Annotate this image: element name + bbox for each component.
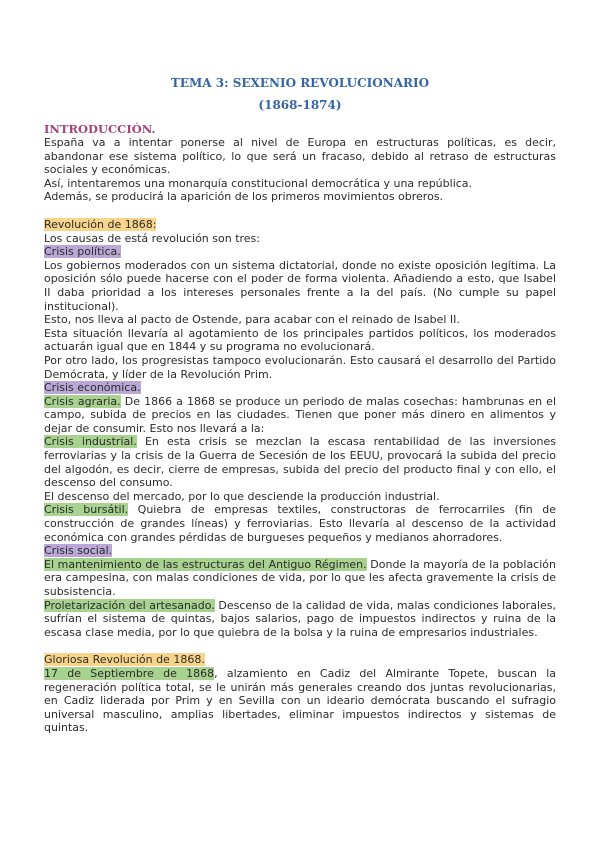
intro-paragraph-2: Así, intentaremos una monarquía constitucional democrática y una república. — [44, 176, 473, 190]
proletarizacion-text: Descenso de la calidad de vida, malas condiciones laborales, sufrían el sistema de quintas, bajos salarios, pago de impuestos indirectos y ruina de la escasa clase media, por lo que quiebra de la bolsa y la ruina de empresarios industriales. — [44, 598, 556, 639]
revolucion-heading-line — [44, 218, 556, 232]
document-dates: (1868-1874) — [258, 98, 342, 112]
revolucion-heading: Revolución de 1868: — [44, 217, 157, 231]
mantenimiento-label: El mantenimiento de las estructuras del Antiguo Régimen. — [44, 557, 367, 571]
crisis-industrial-label: Crisis industrial. — [44, 435, 137, 449]
gloriosa-date: 17 de Septiembre de 1868 — [44, 666, 215, 680]
intro-heading: INTRODUCCIÓN. — [44, 122, 156, 136]
crisis-politica-heading-line — [44, 245, 556, 259]
gloriosa-heading: Gloriosa Revolución de 1868. — [44, 653, 205, 667]
proletarizacion-paragraph — [44, 599, 556, 640]
gloriosa-heading-line — [44, 653, 556, 667]
crisis-industrial-paragraph — [44, 435, 556, 489]
crisis-social-heading: Crisis social. — [44, 544, 113, 558]
gloriosa-paragraph — [44, 667, 556, 735]
intro-paragraph-1: España va a intentar ponerse al nivel de Europa en estructuras políticas, es decir, abandonar ese sistema político, lo que será un fracaso, debido al retraso de estructuras sociales y económicas. — [44, 136, 556, 177]
crisis-agraria-paragraph — [44, 395, 556, 436]
descenso-paragraph: El descenso del mercado, por lo que desciende la producción industrial. — [44, 489, 440, 503]
mantenimiento-text: Donde la mayoría de la población era campesina, con malas condiciones de vida, por lo que les afecta gravemente la crisis de subsistencia. — [44, 557, 556, 598]
politica-paragraph-2: Esto, nos lleva al pacto de Ostende, para acabar con el reinado de Isabel II. — [44, 313, 460, 327]
crisis-agraria-text: De 1866 a 1868 se produce un periodo de malas cosechas: hambrunas en el campo, subida de precios en las ciudades. Tienen que poner más dinero en alimentos y dejar de consumir. Esto nos llevará a la: — [44, 394, 556, 435]
crisis-industrial-text: En esta crisis se mezclan la escasa rentabilidad de las inversiones ferroviarias y la crisis de la Guerra de Secesión de los EEUU, provocará la subida del precio del algodón, es decir, cierre de empresas, subida del precio del producto final y con ello, el descenso del consumo. — [44, 435, 557, 490]
proletarizacion-label: Proletarización del artesanado. — [44, 598, 215, 612]
crisis-bursatil-label: Crisis bursátil. — [44, 503, 129, 517]
section-gap — [44, 639, 556, 653]
mantenimiento-paragraph — [44, 558, 556, 599]
crisis-economica-heading: Crisis económica. — [44, 381, 141, 395]
crisis-social-heading-line — [44, 544, 556, 558]
crisis-economica-heading-line — [44, 381, 556, 395]
causes-intro: Los causas de está revolución son tres: — [44, 231, 260, 245]
crisis-bursatil-text: Quiebra de empresas textiles, constructoras de ferrocarriles (fin de construcción de grandes líneas) y ferroviarias. Esto llevaría al descenso de la actividad económica con grandes pérdidas de burgueses pequeños y medianos ahorradores. — [44, 503, 556, 544]
intro-paragraph-3: Además, se producirá la aparición de los primeros movimientos obreros. — [44, 190, 444, 204]
gloriosa-text: , alzamiento en Cadiz del Almirante Topete, buscan la regeneración política total, se le unirán más generales creando dos juntas revolucionarias, en Cadiz liderada por Prim y en Sevilla con un ideario demócrata buscando el sufragio universal masculino, amplias libertades, eliminar impuestos indirectos y sistemas de quintas. — [44, 666, 557, 735]
politica-paragraph-3: Esta situación llevaría al agotamiento de los principales partidos políticos, los moderados actuarán igual que en 1844 y su programa no evolucionará. — [44, 326, 556, 354]
politica-paragraph-4: Por otro lado, los progresistas tampoco evolucionarán. Esto causará el desarrollo del Partido Demócrata, y líder de la Revolución Prim. — [44, 353, 556, 381]
document-title: TEMA 3: SEXENIO REVOLUCIONARIO — [170, 76, 430, 90]
politica-paragraph-1: Los gobiernos moderados con un sistema dictatorial, donde no existe oposición legítima. La oposición sólo puede hacerse con el poder de forma violenta. Añadiendo a esto, que Isabel II daba prioridad a los intereses personales frente a la del país. (No cumple su papel institucional). — [44, 258, 556, 313]
crisis-agraria-label: Crisis agraria. — [44, 394, 121, 408]
crisis-bursatil-paragraph — [44, 503, 556, 544]
section-gap — [44, 204, 556, 218]
crisis-politica-heading: Crisis política. — [44, 245, 121, 259]
